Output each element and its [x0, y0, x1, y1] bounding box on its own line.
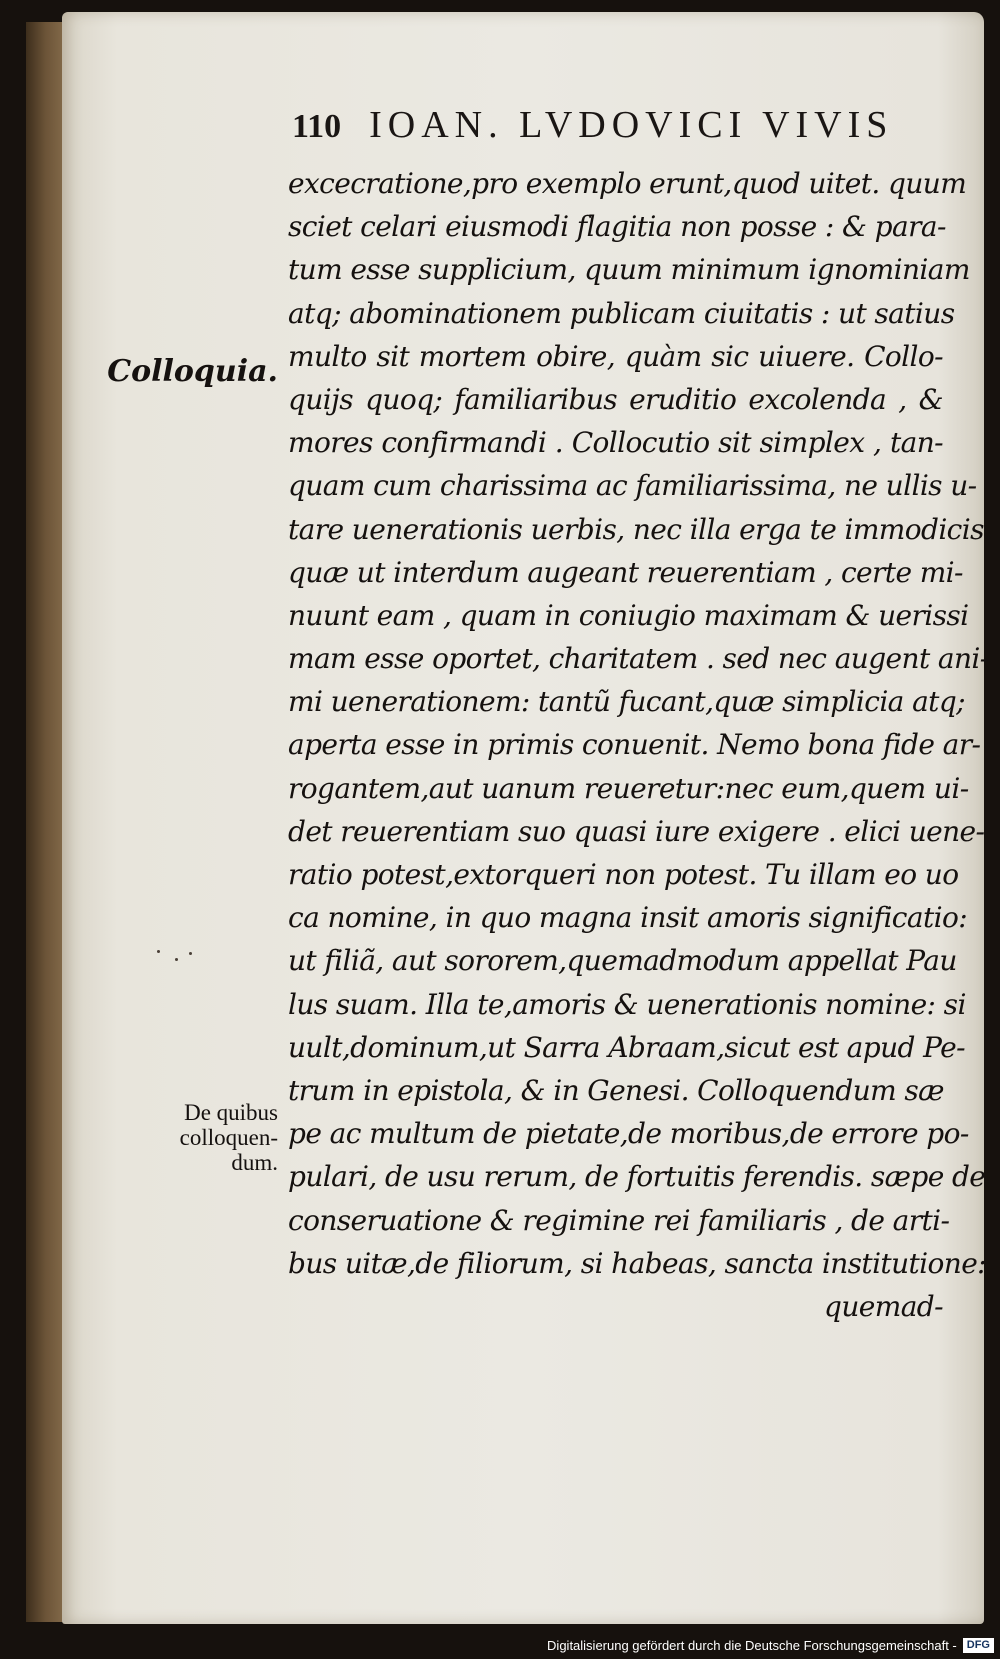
text-line: quæ ut interdum augeant reuerentiam , certe mi-	[288, 555, 963, 589]
text-line: ca nomine, in quo magna insit amoris significatio:	[288, 901, 968, 935]
page-number: 110	[292, 108, 342, 145]
text-line: quijs quoq; familiaribus eruditio excolenda , &	[288, 382, 943, 416]
text-line: ratio potest,extorqueri non potest. Tu illam eo uo	[288, 858, 959, 891]
catchword: quemad-	[824, 1289, 943, 1323]
text-line: rogantem,aut uanum reueretur:nec eum,quem ui-	[288, 771, 969, 805]
marginal-note-line: dum.	[231, 1150, 278, 1175]
text-line: aperta esse in primis conuenit. Nemo bona fide ar-	[288, 728, 981, 762]
text-line: det reuerentiam suo quasi iure exigere . elici uene-	[288, 814, 985, 848]
marginal-note-line: De quibus	[184, 1100, 278, 1125]
text-line: tum esse supplicium, quum minimum ignominiam	[288, 253, 970, 287]
body-text	[288, 162, 993, 1328]
text-line: pe ac multum de pietate,de moribus,de errore po-	[288, 1117, 969, 1151]
text-line: bus uitæ,de filiorum, si habeas, sancta institutione:	[288, 1246, 987, 1280]
text-line: ut filiã, aut sororem,quemadmodum appellat Pau	[288, 944, 957, 978]
paper-specks	[155, 948, 195, 968]
funding-credit: Digitalisierung gefördert durch die Deutsche Forschungsgemeinschaft -	[547, 1637, 957, 1653]
digitization-footer	[547, 1635, 994, 1655]
dfg-logo: DFG	[963, 1638, 994, 1653]
marginal-note-de-quibus	[180, 1100, 278, 1175]
page-header	[292, 103, 893, 149]
text-line: mores confirmandi . Collocutio sit simplex , tan-	[288, 426, 943, 460]
text-line: lus suam. Illa te,amoris & uenerationis nomine: si	[288, 987, 966, 1021]
text-line: conseruatione & regimine rei familiaris , de arti-	[288, 1203, 950, 1237]
marginal-note-colloquia: Colloquia.	[107, 354, 278, 389]
text-line: atq; abominationem publicam ciuitatis : ut satius	[288, 296, 955, 330]
text-line: mam esse oportet, charitatem . sed nec augent ani-	[288, 642, 989, 676]
text-line: nuunt eam , quam in coniugio maximam & uerissi	[288, 598, 969, 632]
text-line: trum in epistola, & in Genesi. Colloquendum sæ	[288, 1073, 944, 1107]
running-head: IOAN. LVDOVICI VIVIS	[369, 104, 894, 146]
text-line: tare uenerationis uerbis, nec illa erga te immodicis.	[288, 512, 993, 546]
text-line: quam cum charissima ac familiarissima, ne ullis u-	[288, 469, 977, 503]
text-line: multo sit mortem obire, quàm sic uiuere. Collo-	[288, 339, 943, 373]
speck	[189, 952, 192, 955]
marginal-note-line: colloquen-	[179, 1125, 278, 1150]
text-line: sciet celari eiusmodi flagitia non posse : & para-	[288, 210, 946, 244]
speck	[175, 958, 178, 961]
text-line: mi uenerationem: tantũ fucant,quæ simplicia atq;	[288, 685, 965, 719]
speck	[157, 950, 160, 953]
text-line: pulari, de usu rerum, de fortuitis ferendis. sæpe de	[288, 1160, 986, 1194]
text-line: excecratione,pro exemplo erunt,quod uitet. quum	[288, 167, 967, 200]
text-line: uult,dominum,ut Sarra Abraam,sicut est apud Pe-	[288, 1030, 965, 1064]
